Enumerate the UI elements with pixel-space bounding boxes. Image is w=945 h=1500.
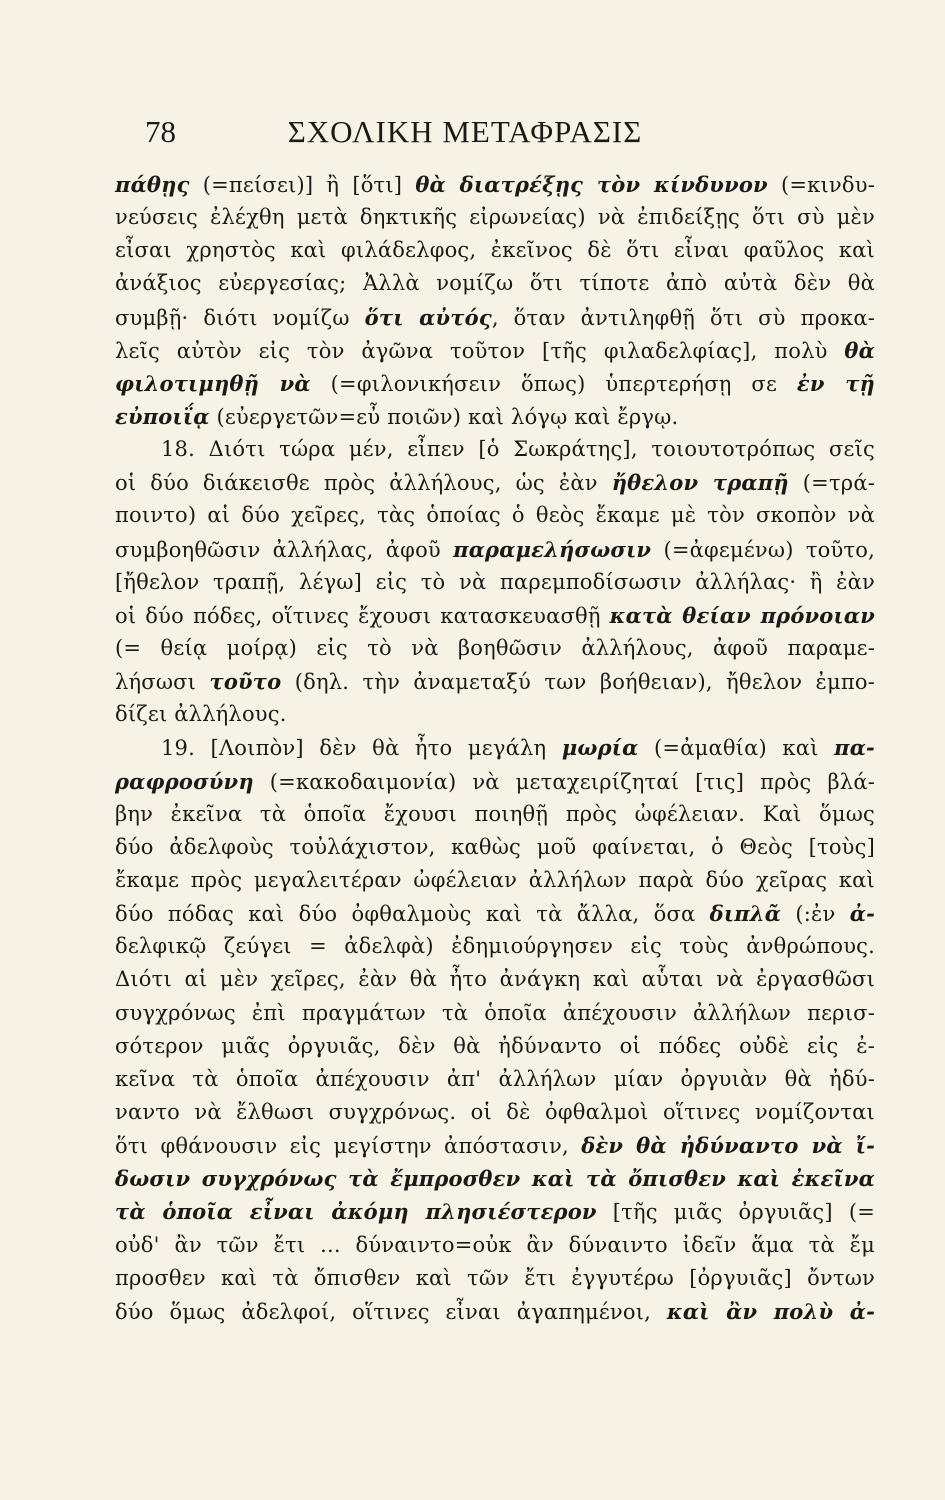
text-span: δίζει ἀλλήλους. [115, 702, 287, 727]
text-line [115, 731, 875, 764]
text-line [115, 533, 875, 566]
emphasized-text: παραμελήσωσιν [453, 536, 652, 562]
text-line [115, 1262, 875, 1295]
emphasized-text: ὅτι αὐτός [364, 304, 492, 330]
text-line [115, 1096, 875, 1129]
emphasized-text: δωσιν συγχρόνως τὰ ἔμπροσθεν καὶ τὰ ὄπισθεν καὶ ἐκεῖνα [115, 1166, 875, 1192]
text-span: (=ἀμαθία) καὶ [638, 736, 835, 761]
emphasized-text: κατὰ θείαν πρόνοιαν [609, 602, 875, 628]
text-span: (=φιλονικήσειν ὅπως) ὑπερτερήσῃ σε [310, 371, 797, 396]
text-span: (=πείσει)] ἢ [ὅτι] [189, 173, 416, 197]
text-span: δελφικῷ ζεύγει = ἀδελφὰ) ἐδημιούργησεν εἰς τοὺς ἀνθρώπους. [115, 934, 875, 959]
text-span: λήσωσι [115, 670, 210, 695]
emphasized-text: φιλοτιμηθῇ νὰ [115, 370, 311, 396]
text-span: σότερον μιᾶς ὀργυιᾶς, δὲν θὰ ἠδύναντο οἱ πόδες οὐδὲ εἰς ἐ- [115, 1033, 875, 1058]
text-span: , ὅταν ἀντιληφθῇ ὅτι σὺ προκα- [491, 305, 875, 330]
emphasized-text: δὲν θὰ ἠδύναντο νὰ ἴ- [581, 1133, 875, 1159]
text-span: προσθεν καὶ τὰ ὄπισθεν καὶ τῶν ἔτι ἐγγυτέρω [ὀργυιᾶς] ὄντων [115, 1265, 875, 1290]
text-line [115, 864, 875, 897]
text-line [115, 963, 875, 996]
text-span: (δηλ. τὴν ἀναμεταξύ των βοήθειαν), ἤθελον ἐμπο- [281, 670, 875, 695]
text-span: δύο ὅμως ἀδελφοί, οἵτινες εἶναι ἀγαπημένοι, [115, 1299, 667, 1324]
text-line [115, 632, 875, 665]
text-line [115, 997, 875, 1030]
text-span: οἱ δύο πόδες, οἵτινες ἔχουσι κατασκευασθῇ [115, 603, 610, 628]
emphasized-text: πα- [834, 735, 875, 761]
text-line [115, 765, 875, 798]
text-span: 18. Διότι τώρα μέν, εἶπεν [ὁ Σωκράτης], τοιουτοτρόπως σεῖς [161, 437, 875, 462]
text-span: βην ἐκεῖνα τὰ ὁποῖα ἔχουσι ποιηθῇ πρὸς ὠφέλειαν. Καὶ ὅμως [115, 801, 875, 826]
text-line [115, 831, 875, 864]
emphasized-text: εὐποιΐᾳ [115, 403, 210, 429]
text-line [115, 897, 875, 930]
text-span: [ἤθελον τραπῇ, λέγω] εἰς τὸ νὰ παρεμποδίσωσιν ἀλλήλας· ἢ ἐὰν [115, 569, 875, 594]
text-line [115, 1129, 875, 1162]
text-line [115, 400, 875, 433]
emphasized-text: θὰ διατρέξῃς τὸν κίνδυνον [415, 172, 768, 197]
text-line [115, 665, 875, 698]
text-line [115, 433, 875, 466]
text-line [115, 930, 875, 963]
text-span: συγχρόνως ἐπὶ πραγμάτων τὰ ὁποῖα ἀπέχουσιν ἀλλήλων περισ- [115, 1000, 875, 1025]
text-span: κεῖνα τὰ ὁποῖα ἀπέχουσιν ἀπ' ἀλλήλων μίαν ὀργυιὰν θὰ ἠδύ- [115, 1066, 875, 1091]
text-span: (= θείᾳ μοίρᾳ) εἰς τὸ νὰ βοηθῶσιν ἀλλήλους, ἀφοῦ παραμε- [115, 635, 875, 660]
running-title: ΣΧΟΛΙΚΗ ΜΕΤΑΦΡΑΣΙΣ [287, 114, 643, 149]
text-line [115, 367, 875, 400]
text-span: οὐδ' ἂν τῶν ἔτι ... δύναιντο=οὐκ ἂν δύναιντο ἰδεῖν ἅμα τὰ ἔμ [115, 1232, 875, 1257]
page-number: 78 [145, 114, 176, 149]
text-line [115, 301, 875, 334]
text-line [115, 1195, 875, 1228]
emphasized-text: θὰ [844, 337, 875, 363]
text-span: Διότι αἱ μὲν χεῖρες, ἐὰν θὰ ἦτο ἀνάγκη καὶ αὗται νὰ ἐργασθῶσι [115, 967, 875, 992]
emphasized-text: ἐν τῇ [796, 370, 875, 396]
text-span: δύο πόδας καὶ δύο ὀφθαλμοὺς καὶ τὰ ἄλλα, ὅσα [115, 902, 710, 927]
text-span: εἶσαι χρηστὸς καὶ φιλάδελφος, ἐκεῖνος δὲ ὅτι εἶναι φαῦλος καὶ [115, 238, 875, 263]
text-span: συμβοηθῶσιν ἀλλήλας, ἀφοῦ [115, 537, 454, 562]
text-span: συμβῇ· διότι νομίζω [115, 305, 365, 330]
text-span: ὅτι φθάνουσιν εἰς μεγίστην ἀπόστασιν, [115, 1134, 582, 1159]
text-span: (εὐεργετῶν=εὖ ποιῶν) καὶ λόγῳ καὶ ἔργῳ. [209, 404, 679, 429]
text-line [115, 798, 875, 831]
text-line [115, 267, 875, 300]
text-line [115, 1063, 875, 1096]
text-line [115, 499, 875, 532]
text-line [115, 466, 875, 499]
text-line [115, 1229, 875, 1262]
emphasized-text: καὶ ἂν πολὺ ἀ- [666, 1298, 875, 1324]
emphasized-text: μωρία [561, 735, 639, 761]
text-span: (=κινδυ- [767, 173, 875, 197]
text-line [115, 698, 875, 731]
text-line [115, 334, 875, 367]
text-span: (=ἀφεμένω) τοῦτο, [651, 537, 876, 562]
text-span: (=κακοδαιμονία) νὰ μεταχειρίζηταί [τις] πρὸς βλά- [253, 769, 875, 794]
text-line [115, 234, 875, 267]
text-span: ἔκαμε πρὸς μεγαλειτέραν ὠφέλειαν ἀλλήλων παρὰ δύο χεῖρας καὶ [115, 867, 875, 892]
text-span: οἱ δύο διάκεισθε πρὸς ἀλλήλους, ὡς ἐὰν [115, 471, 612, 496]
text-span: (=τρά- [788, 471, 875, 496]
text-span: ποιντο) αἱ δύο χεῖρες, τὰς ὁποίας ὁ θεὸς ἔκαμε μὲ τὸν σκοπὸν νὰ [115, 503, 875, 528]
emphasized-text: ἤθελον τραπῇ [611, 470, 789, 496]
text-line [115, 1295, 875, 1328]
text-line [115, 201, 875, 234]
emphasized-text: ἀ- [849, 901, 875, 927]
emphasized-text: τὰ ὁποῖα εἶναι ἀκόμη πλησιέστερον [115, 1199, 597, 1225]
text-span: 19. [Λοιπὸν] δὲν θὰ ἦτο μεγάλη [161, 736, 562, 761]
text-span: ἀνάξιος εὐεργεσίας; Ἀλλὰ νομίζω ὅτι τίποτε ἀπὸ αὐτὰ δὲν θὰ [115, 271, 875, 296]
text-line [115, 1030, 875, 1063]
emphasized-text: τοῦτο [209, 669, 282, 695]
text-span: ναντο νὰ ἔλθωσι συγχρόνως. οἱ δὲ ὀφθαλμοὶ οἵτινες νομίζονται [115, 1099, 875, 1124]
text-line [115, 599, 875, 632]
text-span: [τῆς μιᾶς ὀργυιᾶς] (= [596, 1200, 876, 1225]
text-line [115, 168, 875, 201]
text-span: νεύσεις ἐλέχθη μετὰ δηκτικῆς εἰρωνείας) νὰ ἐπιδείξῃς ὅτι σὺ μὲν [115, 205, 875, 230]
text-span: λεῖς αὐτὸν εἰς τὸν ἀγῶνα τοῦτον [τῆς φιλαδελφίας], πολὺ [115, 338, 845, 363]
emphasized-text: διπλᾶ [709, 901, 782, 927]
emphasized-text: πάθῃς [115, 172, 190, 197]
body-text [115, 168, 875, 1328]
text-span: δύο ἀδελφοὺς τοὐλάχιστον, καθὼς μοῦ φαίνεται, ὁ Θεὸς [τοὺς] [115, 834, 875, 859]
text-line [115, 566, 875, 599]
emphasized-text: ραφροσύνη [115, 768, 254, 794]
text-line [115, 1162, 875, 1195]
text-span: (:ἐν [781, 902, 850, 927]
